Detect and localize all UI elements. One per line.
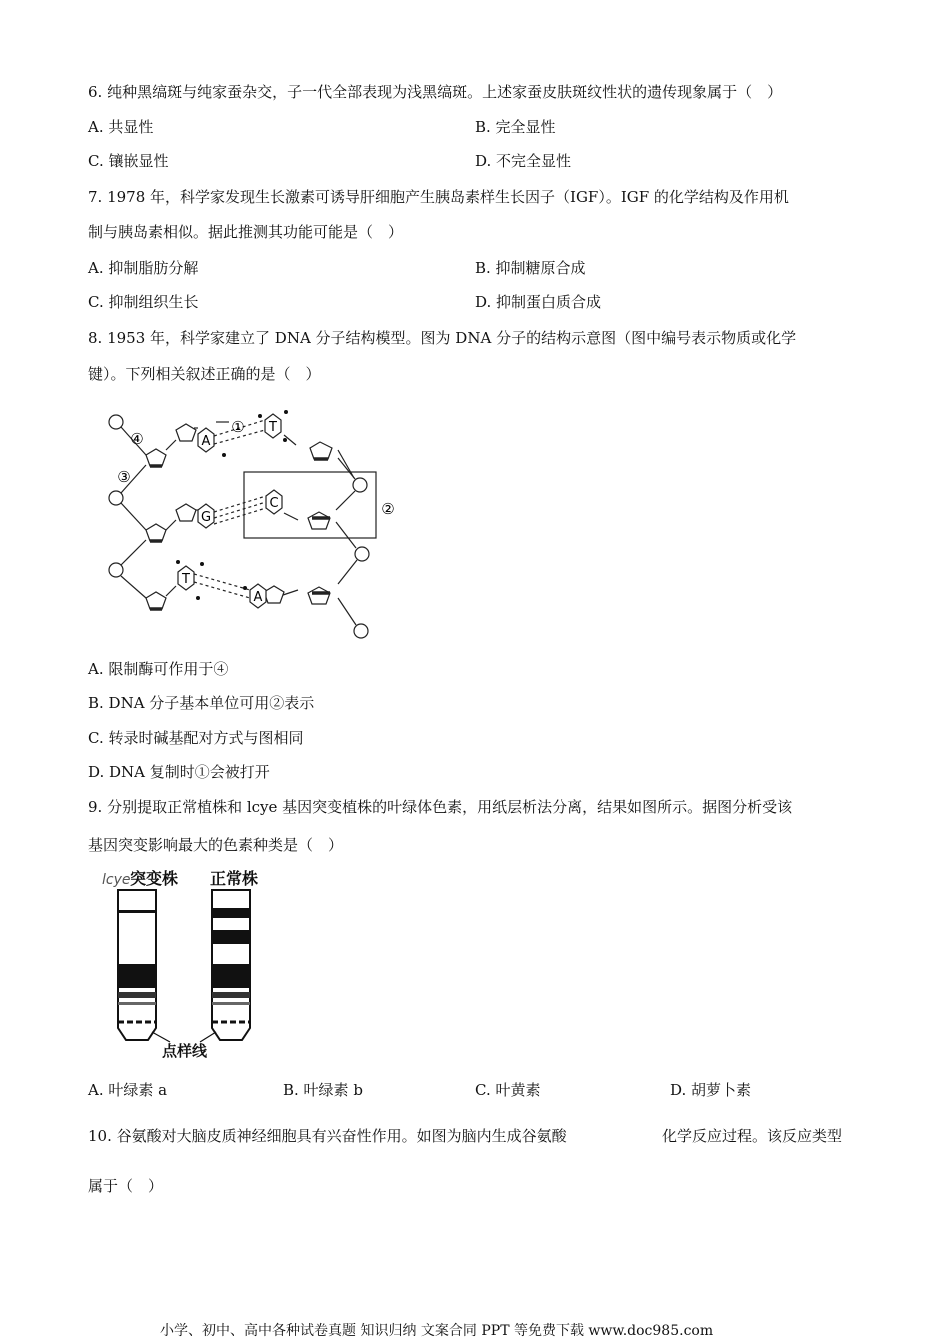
deoxyribose	[264, 586, 284, 603]
q9-option-b: B. 叶绿素 b	[283, 1081, 363, 1099]
q7-stem-line2: 制与胰岛素相似。据此推测其功能可能是（ ）	[88, 223, 404, 241]
mutant-strip	[118, 890, 156, 1040]
q9-option-a: A. 叶绿素 a	[88, 1081, 168, 1099]
q7-option-d: D. 抑制蛋白质合成	[475, 293, 602, 311]
q8-option-a: A. 限制酶可作用于④	[88, 660, 229, 678]
q9-stem-line1: 9. 分别提取正常植株和 lcye 基因突变植株的叶绿体色素，用纸层析法分离，结果如图所示。据图分析受该	[88, 798, 793, 816]
deoxyribose	[308, 512, 330, 529]
q9-stem-line2: 基因突变影响最大的色素种类是（ ）	[88, 836, 344, 854]
q6-stem: 6. 纯种黑缟斑与纯家蚕杂交，子一代全部表现为浅黑缟斑。上述家蚕皮肤斑纹性状的遗传现象属于（ ）	[88, 83, 783, 101]
deoxyribose	[176, 504, 196, 521]
page-footer: 小学、初中、高中各种试卷真题 知识归纳 文案合同 PPT 等免费下载 www.doc985.com	[160, 1323, 714, 1339]
base-letter-a2: A	[253, 590, 263, 605]
nucleotide-box	[244, 472, 376, 538]
q6-option-d: D. 不完全显性	[475, 152, 572, 170]
deoxyribose	[308, 587, 330, 604]
label-2: ②	[381, 500, 395, 518]
base-letter-a: A	[201, 434, 211, 449]
phosphate-group	[109, 491, 123, 505]
q6-option-a: A. 共显性	[88, 118, 154, 136]
q10-stem-line2: 属于（ ）	[88, 1177, 164, 1195]
q7-option-c: C. 抑制组织生长	[88, 293, 199, 311]
deoxyribose	[146, 524, 166, 541]
mutant-label: 突变株	[130, 869, 179, 888]
q8-stem-line1: 8. 1953 年，科学家建立了 DNA 分子结构模型。图为 DNA 分子的结构示意图（图中编号表示物质或化学	[88, 329, 797, 347]
q7-option-a: A. 抑制脂肪分解	[88, 259, 199, 277]
q7-stem-line1: 7. 1978 年，科学家发现生长激素可诱导肝细胞产生胰岛素样生长因子（IGF）。IGF 的化学结构及作用机	[88, 188, 789, 206]
q9-option-d: D. 胡萝卜素	[670, 1081, 752, 1099]
deoxyribose	[176, 424, 196, 441]
q9-option-c: C. 叶黄素	[475, 1081, 541, 1099]
deoxyribose	[310, 442, 332, 459]
normal-strip	[212, 890, 250, 1040]
q8-stem-line2: 键）。下列相关叙述正确的是（ ）	[88, 365, 321, 383]
phosphate-group	[109, 415, 123, 429]
origin-label: 点样线	[162, 1042, 208, 1060]
deoxyribose	[146, 449, 166, 466]
q10-stem-line1b: 化学反应过程。该反应类型	[662, 1127, 843, 1145]
q8-option-d: D. DNA 复制时①会被打开	[88, 763, 270, 781]
phosphate-group	[353, 478, 367, 492]
dna-structure-figure	[100, 400, 400, 648]
q6-option-c: C. 镶嵌显性	[88, 152, 169, 170]
mutant-prefix: lcye	[102, 872, 131, 888]
q8-option-b: B. DNA 分子基本单位可用②表示	[88, 694, 315, 712]
phosphate-group	[354, 624, 368, 638]
phosphate-group	[109, 563, 123, 577]
base-letter-t: T	[269, 420, 277, 435]
q8-option-c: C. 转录时碱基配对方式与图相同	[88, 729, 304, 747]
label-1: ①	[231, 418, 245, 436]
label-3: ③	[117, 468, 131, 486]
deoxyribose	[146, 592, 166, 609]
phosphate-group	[355, 547, 369, 561]
base-letter-g: G	[200, 510, 212, 525]
label-4: ④	[130, 430, 144, 448]
q7-option-b: B. 抑制糖原合成	[475, 259, 586, 277]
q6-option-b: B. 完全显性	[475, 118, 556, 136]
base-letter-c: C	[269, 496, 279, 511]
normal-label: 正常株	[210, 869, 259, 888]
chromatography-figure	[100, 864, 280, 1060]
q10-stem-line1a: 10. 谷氨酸对大脑皮质神经细胞具有兴奋性作用。如图为脑内生成谷氨酸	[88, 1127, 567, 1145]
base-letter-t2: T	[182, 572, 190, 587]
